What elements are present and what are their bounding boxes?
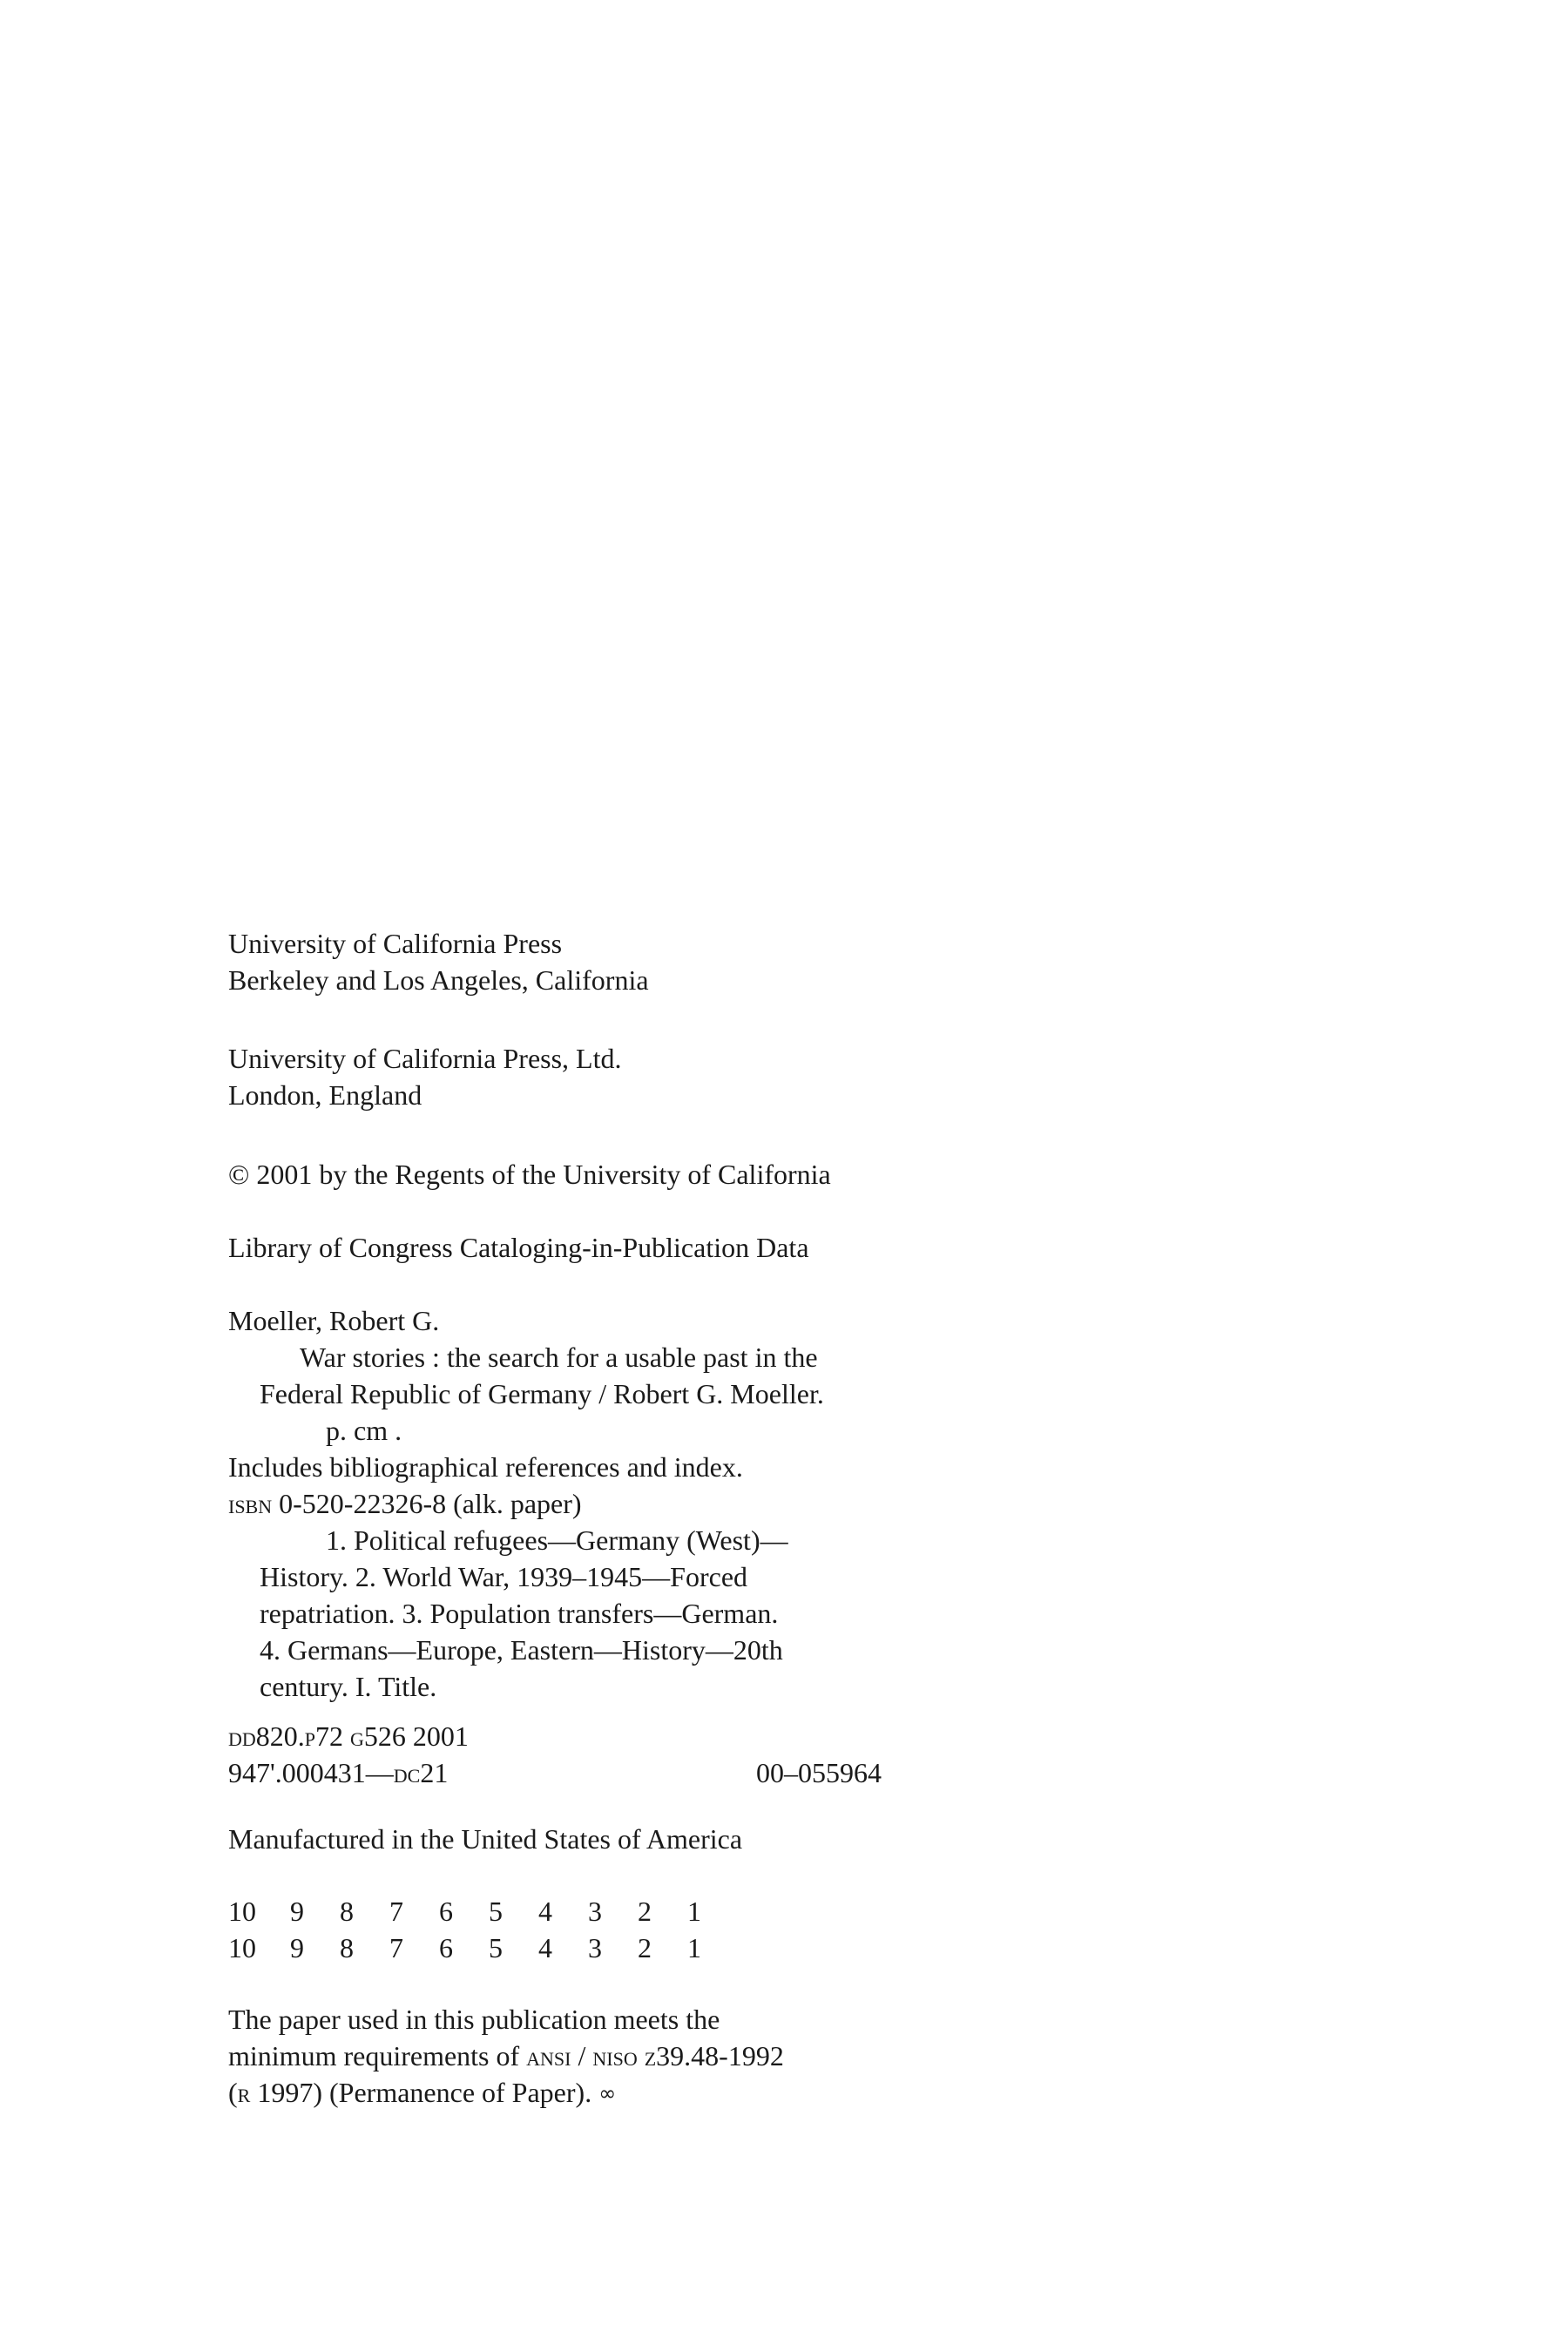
printing-number: 8 (340, 1932, 354, 1963)
paper-notice-line-1: The paper used in this publication meets the (228, 2004, 720, 2035)
manufactured-block (228, 1821, 1082, 1857)
cip-subject-3: repatriation. 3. Population transfers—German. (260, 1598, 779, 1629)
publisher-uk-block (228, 1040, 1082, 1113)
ansi-label: ansi (526, 2040, 571, 2072)
manufactured-notice: Manufactured in the United States of America (228, 1823, 743, 1855)
reaffirmed-label: (r (228, 2077, 251, 2108)
cip-subject-1: 1. Political refugees—Germany (West)— (326, 1524, 788, 1556)
standard-number: z39.48-1992 (637, 2040, 784, 2072)
printing-number: 9 (290, 1896, 304, 1927)
cip-subject-4: 4. Germans—Europe, Eastern—History—20th (260, 1634, 783, 1666)
printing-number: 10 (228, 1896, 256, 1927)
printing-line-2 (228, 1930, 1082, 1966)
printing-number: 5 (489, 1896, 503, 1927)
printing-number: 4 (538, 1932, 552, 1963)
printing-number: 3 (588, 1896, 602, 1927)
printing-number: 1 (687, 1932, 701, 1963)
cip-heading-block (228, 1229, 1082, 1266)
publisher-location: Berkeley and Los Angeles, California (228, 964, 649, 996)
printing-line-1 (228, 1893, 1082, 1930)
paper-notice-line-3 (228, 2074, 1082, 2112)
cip-heading: Library of Congress Cataloging-in-Publication Data (228, 1232, 809, 1263)
standard-separator: / (571, 2040, 593, 2072)
printing-number: 8 (340, 1896, 354, 1927)
cip-record (228, 1302, 1082, 1705)
permanence-text: 1997) (Permanence of Paper). (250, 2077, 592, 2108)
printing-number: 7 (389, 1896, 403, 1927)
publisher-block (228, 925, 1082, 998)
printing-number: 7 (389, 1932, 403, 1963)
niso-label: niso (592, 2040, 638, 2072)
permanence-infinity-icon: ∞ (598, 2081, 617, 2105)
publisher-name: University of California Press (228, 928, 563, 959)
copyright-notice: © 2001 by the Regents of the University of California (228, 1159, 831, 1190)
paper-notice-line-2 (228, 2038, 1082, 2074)
paper-notice-block (228, 2001, 1082, 2112)
cip-subject-5: century. I. Title. (260, 1671, 437, 1702)
printing-number: 4 (538, 1896, 552, 1927)
printing-number: 1 (687, 1896, 701, 1927)
cip-author: Moeller, Robert G. (228, 1305, 440, 1336)
cip-isbn (228, 1485, 1082, 1522)
dewey-lccn-line (228, 1754, 882, 1791)
printing-number: 2 (638, 1932, 652, 1963)
cip-title-line-1: War stories : the search for a usable past in the (300, 1342, 818, 1373)
cip-title-line-2: Federal Republic of Germany / Robert G. Moeller. (260, 1378, 824, 1409)
lccn-number: 00–055964 (756, 1757, 882, 1788)
classification-block (228, 1718, 1082, 1791)
printing-number: 10 (228, 1932, 256, 1963)
printing-number: 5 (489, 1932, 503, 1963)
printing-number: 2 (638, 1896, 652, 1927)
publisher-uk-name: University of California Press, Ltd. (228, 1043, 622, 1074)
cip-subject-2: History. 2. World War, 1939–1945—Forced (260, 1561, 748, 1592)
copyright-block (228, 1156, 1082, 1193)
isbn-value: 0-520-22326-8 (alk. paper) (279, 1488, 582, 1519)
printing-number: 6 (439, 1896, 453, 1927)
publisher-uk-location: London, England (228, 1079, 422, 1111)
printing-number: 9 (290, 1932, 304, 1963)
printing-number: 3 (588, 1932, 602, 1963)
cip-notes: Includes bibliographical references and index. (228, 1451, 743, 1483)
cip-pages: p. cm . (326, 1415, 402, 1446)
paper-notice-prefix: minimum requirements of (228, 2040, 527, 2072)
lc-classification: dd820.p72 g526 2001 (228, 1720, 469, 1752)
dewey-number: 947'.000431—dc21 (228, 1757, 449, 1788)
isbn-label: isbn (228, 1488, 273, 1519)
printing-number: 6 (439, 1932, 453, 1963)
printing-lines (228, 1893, 1082, 1966)
